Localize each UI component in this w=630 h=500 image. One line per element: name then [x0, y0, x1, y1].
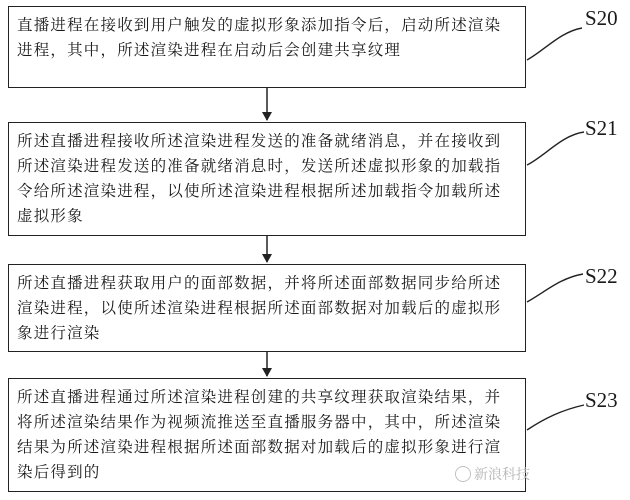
step-text-s22: 所述直播进程获取用户的面部数据，并将所述面部数据同步给所述渲染进程，以使所述渲染进程根据所述面部数据对加载后的虚拟形象进行渲染 — [17, 274, 502, 342]
weibo-logo-icon — [455, 466, 471, 482]
step-label-s20: S20 — [585, 6, 618, 30]
step-label-s23: S23 — [585, 388, 618, 412]
step-label-s21: S21 — [585, 116, 618, 140]
step-label-s22: S22 — [585, 264, 618, 288]
step-text-s21: 所述直播进程接收所述渲染进程发送的准备就绪消息，并在接收到所述渲染进程发送的准备就绪消息时，发送所述虚拟形象的加载指令给所述渲染进程，以使所述渲染进程根据所述加载指令加载所述虚拟形象 — [17, 132, 502, 225]
step-box-s20 — [8, 6, 526, 88]
step-text-s23: 所述直播进程通过所述渲染进程创建的共享纹理获取渲染结果，并将所述渲染结果作为视频流推送至直播服务器中，其中，所述渲染结果为所述渲染进程根据所述面部数据对加载后的虚拟形象进行渲染后得到的 — [17, 388, 502, 481]
step-text-s20: 直播进程在接收到用户触发的虚拟形象添加指令后，启动所述渲染进程，其中，所述渲染进程在启动后会创建共享纹理 — [17, 16, 502, 59]
step-box-s23 — [8, 378, 526, 492]
leader-s23 — [527, 405, 584, 430]
step-box-s22 — [8, 264, 526, 352]
watermark — [455, 464, 530, 484]
leader-s20 — [527, 28, 582, 60]
leader-s21 — [527, 132, 584, 165]
leader-s22 — [527, 274, 583, 302]
watermark-text: 新浪科技 — [474, 467, 530, 483]
step-box-s21 — [8, 122, 526, 236]
